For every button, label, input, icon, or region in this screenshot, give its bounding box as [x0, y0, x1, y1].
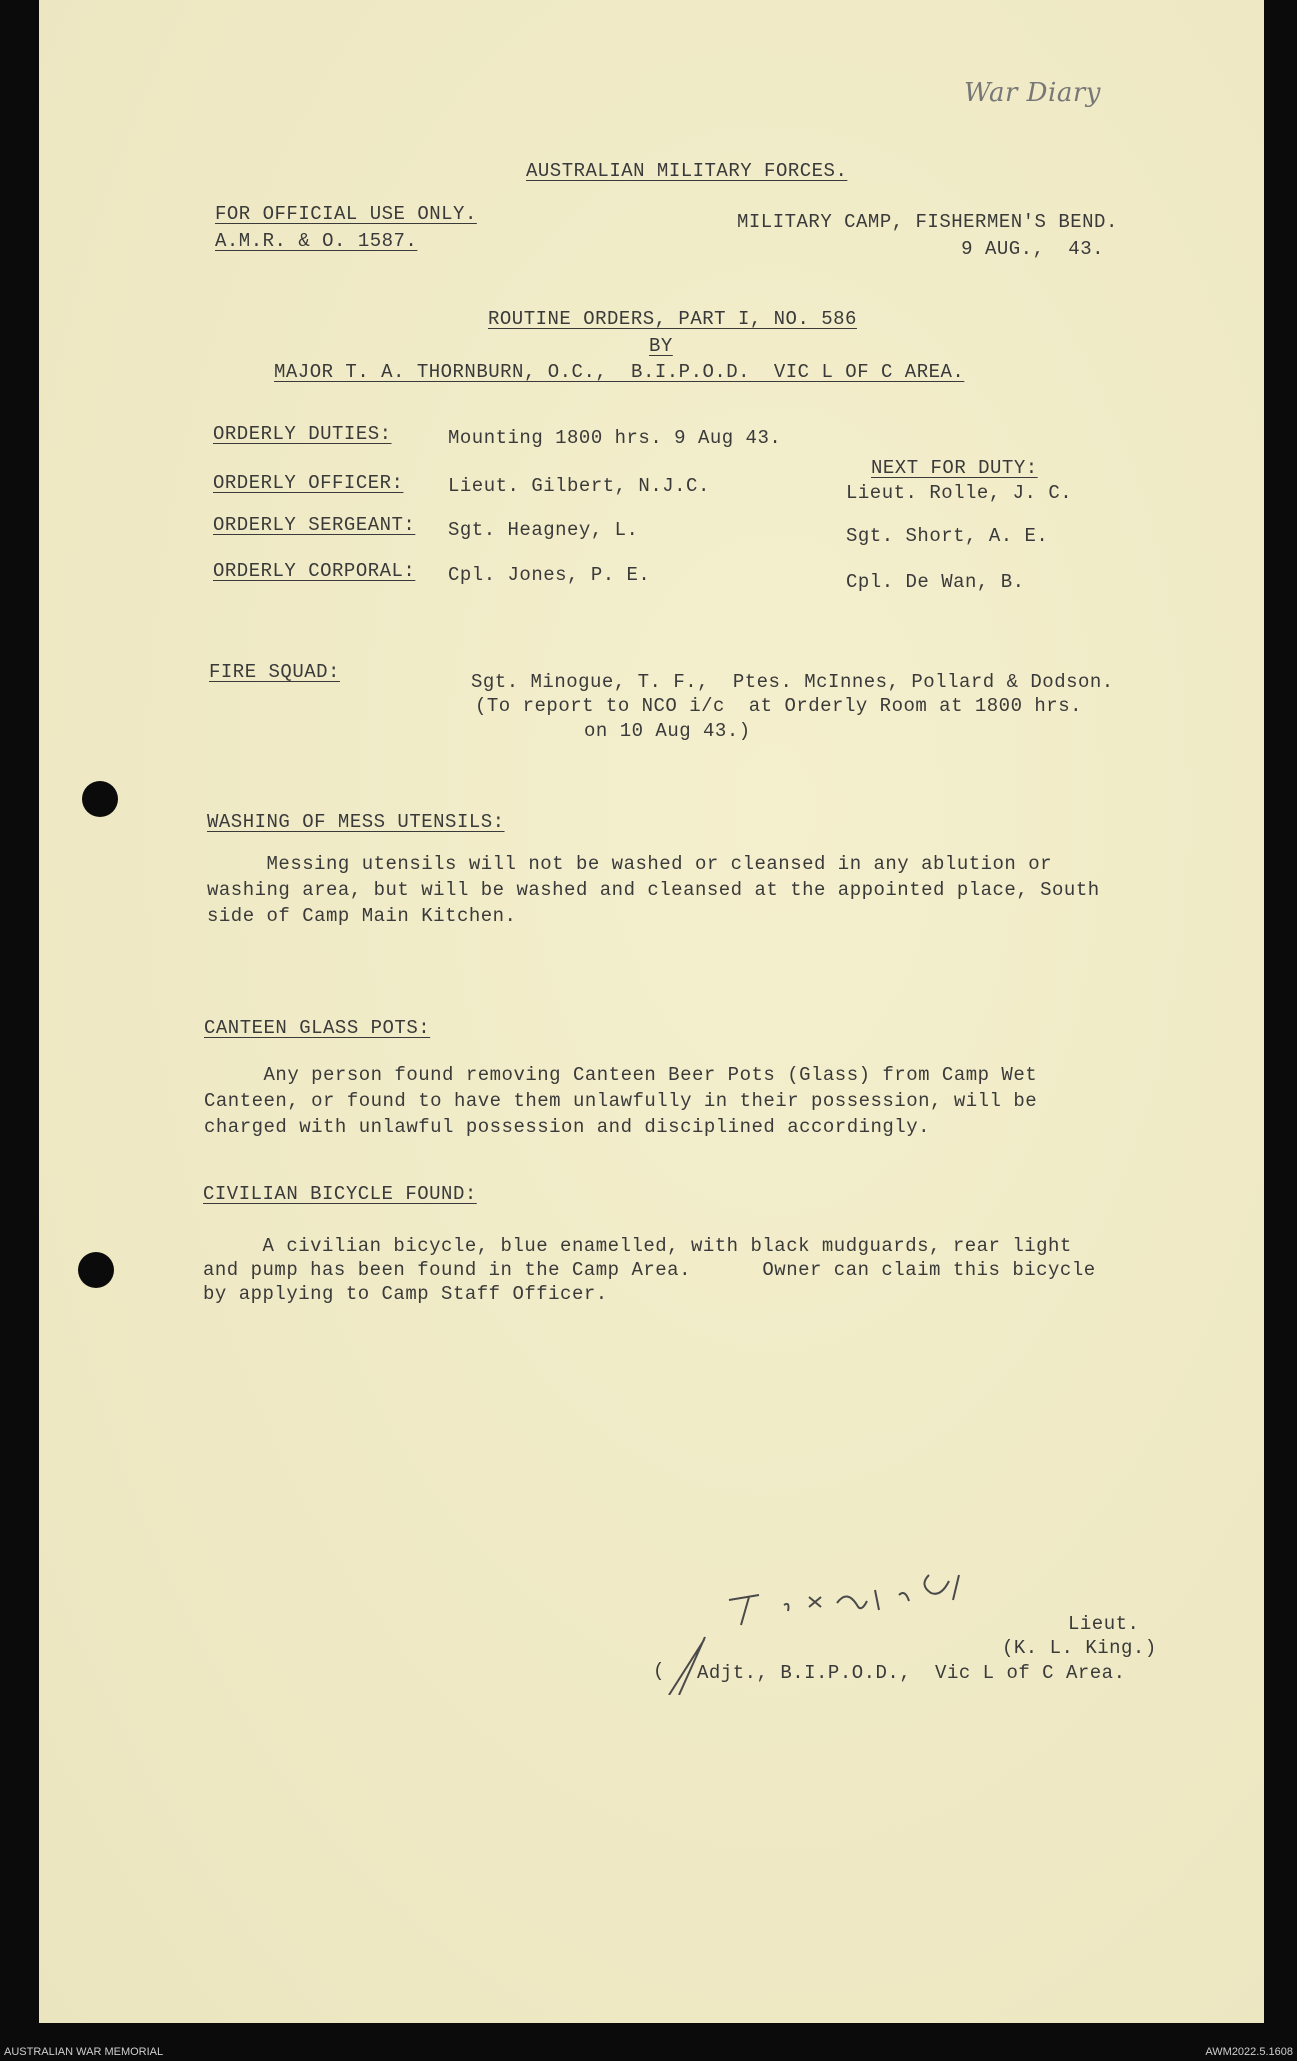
orderly-officer-next: Lieut. Rolle, J. C.	[846, 482, 1073, 504]
location-line: MILITARY CAMP, FISHERMEN'S BEND.	[737, 211, 1118, 233]
section-line: Canteen, or found to have them unlawfully in their possession, will be	[204, 1090, 1038, 1112]
section-heading-mess-utensils: WASHING OF MESS UTENSILS:	[207, 811, 505, 833]
section-line: Messing utensils will not be washed or cleansed in any ablution or	[207, 853, 1053, 875]
duties-value: Mounting 1800 hrs. 9 Aug 43.	[448, 427, 782, 449]
punch-hole-bottom	[78, 1252, 114, 1288]
section-line: and pump has been found in the Camp Area. Owner can claim this bicycle	[203, 1259, 1096, 1281]
handwritten-note: War Diary	[964, 78, 1101, 108]
section-line: washing area, but will be washed and cleansed at the appointed place, South	[207, 879, 1100, 901]
signatory-rank: Lieut.	[1068, 1613, 1140, 1635]
orderly-sergeant-label: ORDERLY SERGEANT:	[213, 514, 416, 536]
orderly-corporal-current: Cpl. Jones, P. E.	[448, 564, 651, 586]
next-for-duty-heading: NEXT FOR DUTY:	[871, 457, 1038, 479]
fire-squad-line-2: (To report to NCO i/c at Orderly Room at 1800 hrs.	[475, 695, 1082, 717]
section-line: Any person found removing Canteen Beer Pots (Glass) from Camp Wet	[204, 1064, 1038, 1086]
fire-squad-line-1: Sgt. Minogue, T. F., Ptes. McInnes, Pollard & Dodson.	[471, 671, 1114, 693]
document-page	[39, 0, 1264, 2023]
orderly-officer-label: ORDERLY OFFICER:	[213, 472, 404, 494]
punch-hole-top	[82, 781, 118, 817]
orderly-corporal-next: Cpl. De Wan, B.	[846, 571, 1025, 593]
section-heading-canteen-glass-pots: CANTEEN GLASS POTS:	[204, 1017, 431, 1039]
signatory-role: Adjt., B.I.P.O.D., Vic L of C Area.	[697, 1662, 1126, 1684]
footer-credit: AUSTRALIAN WAR MEMORIAL	[4, 2046, 164, 2058]
section-line: by applying to Camp Staff Officer.	[203, 1283, 608, 1305]
section-line: charged with unlawful possession and disciplined accordingly.	[204, 1116, 931, 1138]
orderly-corporal-label: ORDERLY CORPORAL:	[213, 560, 416, 582]
section-line: A civilian bicycle, blue enamelled, with black mudguards, rear light	[203, 1235, 1072, 1257]
date-line: 9 AUG., 43.	[961, 238, 1104, 260]
orders-author: MAJOR T. A. THORNBURN, O.C., B.I.P.O.D. VIC L OF C AREA.	[274, 361, 965, 383]
section-line: side of Camp Main Kitchen.	[207, 905, 517, 927]
duties-label: ORDERLY DUTIES:	[213, 423, 392, 445]
section-heading-civilian-bicycle: CIVILIAN BICYCLE FOUND:	[203, 1183, 477, 1205]
footer-accession-number: AWM2022.5.1608	[1205, 2046, 1293, 2058]
reference-line: A.M.R. & O. 1587.	[215, 230, 418, 252]
document-title: AUSTRALIAN MILITARY FORCES.	[526, 160, 848, 182]
orderly-officer-current: Lieut. Gilbert, N.J.C.	[448, 475, 710, 497]
signatory-name: (K. L. King.)	[1002, 1637, 1157, 1659]
orders-title: ROUTINE ORDERS, PART I, NO. 586	[488, 308, 857, 330]
fire-squad-label: FIRE SQUAD:	[209, 661, 340, 683]
classification-line: FOR OFFICIAL USE ONLY.	[215, 203, 477, 225]
signatory-prefix: (	[653, 1660, 677, 1682]
orderly-sergeant-current: Sgt. Heagney, L.	[448, 519, 639, 541]
orders-by: BY	[649, 335, 673, 357]
orderly-sergeant-next: Sgt. Short, A. E.	[846, 525, 1049, 547]
fire-squad-line-3: on 10 Aug 43.)	[584, 720, 751, 742]
